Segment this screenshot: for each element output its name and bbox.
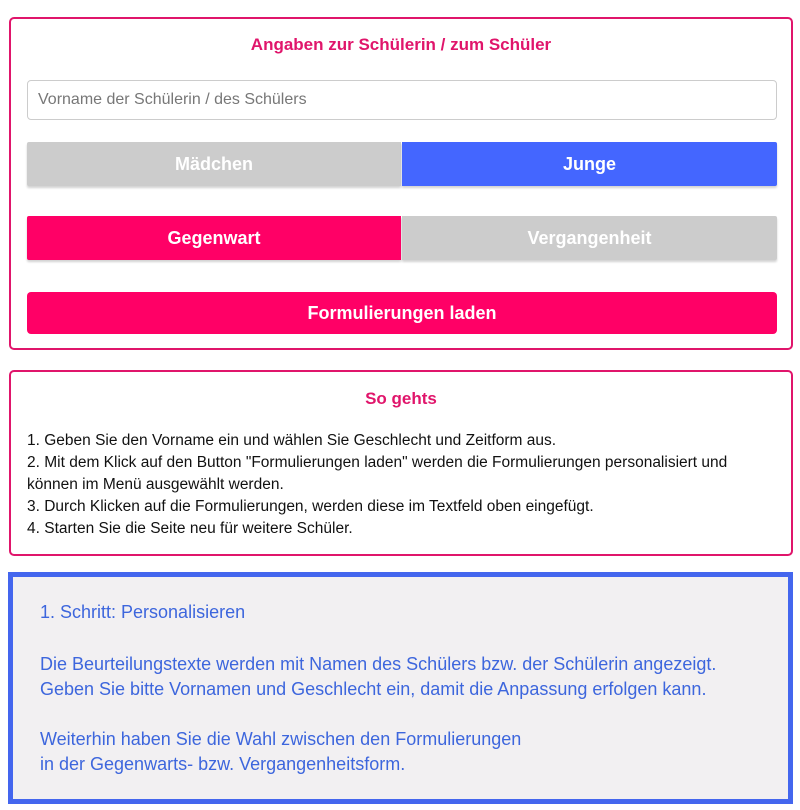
- gender-girl-button[interactable]: Mädchen: [27, 142, 401, 186]
- howto-panel-title: So gehts: [365, 389, 437, 408]
- info-line: Weiterhin haben Sie die Wahl zwischen den Formulierungen: [40, 729, 522, 749]
- info-line: Geben Sie bitte Vornamen und Geschlecht ein, damit die Anpassung erfolgen kann.: [40, 679, 707, 699]
- tense-present-button[interactable]: Gegenwart: [27, 216, 401, 260]
- howto-step: 2. Mit dem Klick auf den Button "Formulierungen laden" werden die Formulierungen personalisiert und können im Menü ausgewählt werden.: [27, 454, 728, 493]
- student-panel-title: Angaben zur Schülerin / zum Schüler: [250, 35, 552, 54]
- info-step-heading: 1. Schritt: Personalisieren: [40, 602, 246, 622]
- info-paragraph-2: [40, 727, 521, 777]
- info-line: Die Beurteilungstexte werden mit Namen des Schülers bzw. der Schülerin angezeigt.: [40, 654, 717, 674]
- first-name-input[interactable]: [27, 80, 777, 120]
- info-line: in der Gegenwarts- bzw. Vergangenheitsform.: [40, 754, 406, 774]
- howto-step: 3. Durch Klicken auf die Formulierungen, werden diese im Textfeld oben eingefügt.: [27, 498, 594, 515]
- tense-past-button[interactable]: Vergangenheit: [402, 216, 777, 260]
- info-box: [8, 572, 793, 804]
- howto-step: 4. Starten Sie die Seite neu für weitere Schüler.: [27, 520, 353, 537]
- info-paragraph-1: [40, 652, 716, 702]
- howto-steps-list: [27, 430, 777, 540]
- student-details-panel: [9, 17, 793, 350]
- howto-panel: [9, 370, 793, 556]
- howto-step: 1. Geben Sie den Vorname ein und wählen Sie Geschlecht und Zeitform aus.: [27, 432, 557, 449]
- load-phrases-button[interactable]: Formulierungen laden: [27, 292, 777, 334]
- gender-boy-button[interactable]: Junge: [402, 142, 777, 186]
